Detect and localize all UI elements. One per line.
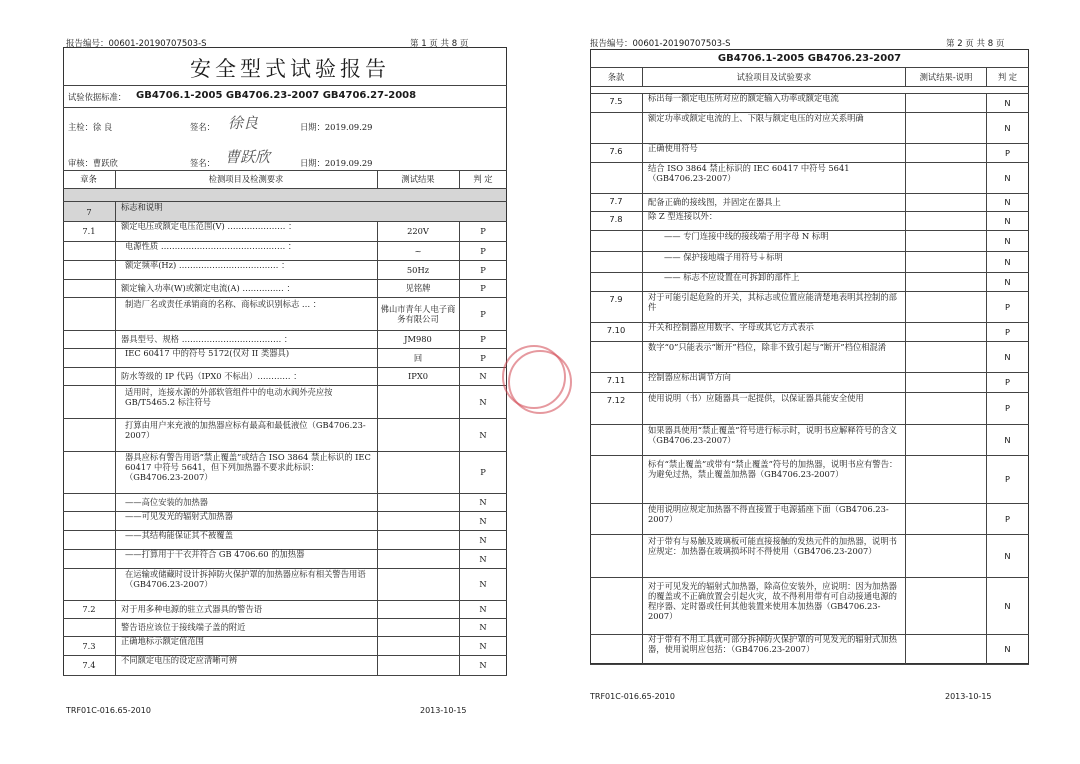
test-item: 防水等级的 IP 代码（IPX0 不标出）………… ： (121, 371, 302, 381)
test-result: 220V (407, 226, 429, 236)
verdict: N (1004, 235, 1011, 246)
test-item: 电源性质 ……………………………………… ： (125, 240, 297, 251)
test-item: 如果器具使用“禁止覆盖”符号进行标示时，说明书应解释符号的含义（GB4706.23-2007） (648, 424, 898, 445)
clause-number: 7.4 (82, 660, 96, 670)
clause-number: 7 (86, 206, 92, 217)
verdict: N (479, 604, 487, 614)
test-item: 数字“0”只能表示“断开”档位，除非不致引起与“断开”档位相混淆 (648, 341, 887, 352)
verdict: N (1004, 434, 1011, 445)
examiner: 主检：徐 良 (68, 122, 113, 132)
verdict: N (1004, 97, 1011, 108)
verdict: P (1004, 377, 1010, 387)
sign-label-2: 签名： (190, 158, 215, 168)
verdict: N (479, 429, 487, 440)
verdict: N (479, 515, 487, 526)
test-item: 打算由用户来充液的加热器应标有最高和最低液位（GB4706.23-2007） (125, 419, 366, 440)
standards: GB4706.1-2005 GB4706.23-2007 GB4706.27-2008 (136, 90, 417, 101)
col-verdict: 判 定 (473, 174, 493, 184)
verdict: N (1004, 644, 1011, 654)
report-number: 报告编号：00601-20190707503-S (66, 39, 207, 49)
test-item: ——打算用于干衣并符合 GB 4706.60 的加热器 (125, 548, 305, 559)
verdict: N (479, 640, 487, 651)
seal-stamp (502, 345, 566, 409)
test-item: 额定电压或额定电压范围(V) ………………… ： (121, 221, 297, 231)
test-item: —— 标志不应设置在可拆卸的部件上 (664, 271, 800, 282)
col-item: 试验项目及试验要求 (736, 72, 812, 82)
verdict: P (480, 334, 486, 344)
verdict: N (1004, 122, 1011, 133)
clause-number: 7.7 (609, 196, 623, 206)
verdict: P (480, 467, 486, 477)
test-item: 额定功率或额定电流的上、下限与额定电压的对应关系明确 (648, 112, 864, 123)
clause-number: 7.2 (82, 604, 96, 614)
test-item: 适用时，连接水源的外部软管组件中的电动水阀外壳应按 GB/T5465.2 标注符号 (125, 386, 333, 407)
verdict: N (479, 396, 487, 407)
verdict: P (1004, 301, 1010, 312)
verdict: N (479, 534, 487, 545)
test-item: 标志和说明 (121, 201, 163, 212)
test-item: 对于带有与易触及玻璃板可能直接接触的发热元件的加热器，说明书应规定：加热器在玻璃损坏时不得使用（GB4706.23-2007） (648, 535, 897, 556)
test-item: —— 专门连接中线的接线端子用字母 N 标明 (664, 230, 829, 241)
verdict: N (1004, 550, 1011, 561)
test-result: 回 (413, 352, 423, 363)
test-item: 制造厂名或责任承销商的名称、商标或识别标志 … ： (125, 298, 322, 309)
verdict: N (1004, 215, 1011, 226)
verdict: P (1004, 326, 1010, 337)
test-item: 正确地标示额定值范围 (121, 635, 204, 646)
test-item: IEC 60417 中的符号 5172(仅对 II 类器具) (125, 347, 290, 358)
verdict: P (480, 226, 486, 236)
test-item: ——可见发光的辐射式加热器 (125, 510, 233, 521)
test-item: 器具应标有警告用语“禁止覆盖”或结合 ISO 3864 禁止标识的 IEC 60417 中符号 5641，但下列加热器不要求此标识：（GB4706.23-2007） (125, 452, 371, 482)
test-item: 对于可能引起危险的开关，其标志或位置应能清楚地表明其控制的部件 (648, 291, 897, 312)
verdict: N (1004, 600, 1011, 611)
col-verdict: 判 定 (997, 72, 1018, 82)
test-result: JM980 (404, 334, 432, 344)
test-item: 警告语应该位于接线端子盖的附近 (121, 622, 246, 632)
test-item: 结合 ISO 3864 禁止标识的 IEC 60417 中符号 5641（GB4706.23-2007） (648, 162, 850, 183)
test-item: 标有“禁止覆盖”或带有“禁止覆盖”符号的加热器，说明书应有警告：为避免过热，禁止覆盖加热器（GB4706.23-2007） (648, 459, 898, 479)
col-result: 测试结果-说明 (919, 72, 973, 82)
verdict: N (1004, 351, 1011, 362)
test-item: 开关和控制器应用数字、字母或其它方式表示 (648, 321, 814, 332)
footer-date: 2013-10-15 (420, 706, 467, 715)
clause-number: 7.10 (606, 325, 626, 335)
col-clause: 章条 (80, 174, 97, 184)
verdict: N (1004, 197, 1011, 207)
test-item: —— 保护接地端子用符号⏚标明 (664, 251, 783, 262)
page-number: 第 2 页 共 8 页 (946, 39, 1005, 49)
verdict: P (480, 283, 486, 293)
test-item: 正确使用符号 (648, 142, 698, 153)
reviewer: 审核：曹跃欣 (68, 158, 118, 168)
test-item: 对于用多种电源的驻立式器具的警告语 (121, 604, 263, 614)
clause-number: 7.8 (609, 214, 623, 224)
verdict: P (480, 264, 486, 275)
verdict: N (1004, 276, 1011, 287)
test-item: 器具型号、规格 ……………………………… ： (121, 334, 293, 344)
verdict: N (1004, 172, 1011, 183)
test-item: 对于可见发光的辐射式加热器，除高位安装外，应说明：因为加热器的覆盖或不正确放置会引起火灾，故不得利用带有可自动接通电源的程序器、定时器或任何其他装置来使用本加热器（GB4706.23-2007） (648, 580, 897, 621)
verdict: P (1004, 474, 1010, 484)
verdict: P (1004, 513, 1010, 524)
test-result: 见铭牌 (405, 283, 431, 293)
test-result: ~ (414, 245, 422, 256)
footer-date: 2013-10-15 (945, 692, 992, 701)
verdict: N (479, 660, 487, 670)
test-item: 使用说明应规定加热器不得直接置于电源插座下面（GB4706.23-2007） (648, 503, 889, 524)
test-item: 标出每一额定电压所对应的额定输入功率或额定电流 (648, 92, 839, 103)
test-item: 不同额定电压的设定应清晰可辨 (121, 655, 238, 665)
verdict: P (1004, 403, 1010, 413)
test-item: 在运输或储藏时设计拆掉防火保护罩的加热器应标有相关警告用语（GB4706.23-2007） (125, 569, 366, 589)
test-item: 使用说明（书）应随器具一起提供，以保证器具能安全使用 (648, 393, 864, 403)
clause-number: 7.3 (82, 640, 96, 651)
test-item: 配备正确的接线图，并固定在器具上 (648, 197, 781, 207)
signature-1: 徐良 (228, 114, 259, 132)
date-1: 日期：2019.09.29 (300, 122, 373, 132)
report-page-2 (540, 0, 1080, 764)
clause-number: 7.11 (606, 375, 626, 385)
date-2: 日期：2019.09.29 (300, 158, 373, 168)
test-item: 对于带有不用工具就可部分拆掉防火保护罩的可见发光的辐射式加热器，使用说明应包括：（GB4706.23-2007） (648, 634, 897, 654)
verdict: P (1004, 147, 1010, 158)
test-item: ——其结构能保证其不被覆盖 (125, 529, 233, 540)
report-title: 安全型式试验报告 (190, 57, 390, 81)
verdict: P (480, 245, 486, 256)
verdict: N (479, 553, 487, 564)
standard-label: 试验依据标准： (68, 92, 127, 102)
signature-2: 曹跃欣 (225, 148, 271, 166)
test-item: 额定频率(Hz) ……………………………… ： (125, 259, 290, 270)
verdict: N (479, 371, 487, 381)
clause-number: 7.9 (609, 294, 623, 304)
clause-number: 7.6 (609, 146, 623, 156)
test-item: 除 Z 型连接以外： (648, 210, 718, 221)
footer-code: TRF01C-016.65-2010 (590, 692, 675, 701)
test-item: ——高位安装的加热器 (125, 497, 208, 507)
clause-number: 7.12 (606, 395, 626, 405)
sign-label-1: 签名： (190, 122, 215, 132)
col-result: 测试结果 (401, 174, 435, 184)
page-frame (590, 49, 1029, 664)
footer-code: TRF01C-016.65-2010 (66, 706, 151, 715)
verdict: P (480, 352, 486, 363)
test-item: 额定输入功率(W)或额定电流(A) …………… ： (121, 283, 295, 293)
verdict: N (1004, 256, 1011, 267)
col-item: 检测项目及检测要求 (208, 174, 284, 184)
test-result: 佛山市青年人电子商务有限公司 (380, 303, 456, 324)
test-item: 控制器应标出调节方向 (648, 372, 731, 382)
verdict: N (479, 622, 487, 632)
test-result: IPX0 (407, 371, 429, 381)
report-number: 报告编号：00601-20190707503-S (590, 39, 731, 49)
test-result: 50Hz (406, 264, 430, 275)
standards: GB4706.1-2005 GB4706.23-2007 (717, 53, 902, 64)
col-clause: 条款 (607, 72, 625, 82)
clause-number: 7.1 (82, 226, 96, 236)
verdict: P (480, 308, 486, 319)
page-number: 第 1 页 共 8 页 (410, 39, 469, 49)
verdict: N (479, 579, 487, 589)
verdict: N (479, 497, 487, 507)
clause-number: 7.5 (609, 96, 623, 106)
